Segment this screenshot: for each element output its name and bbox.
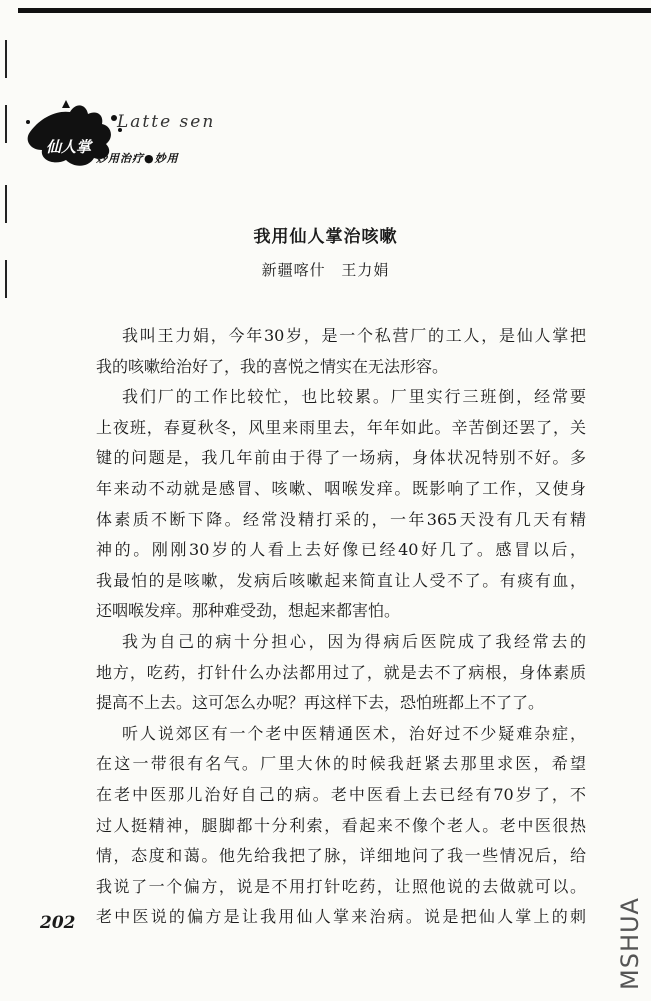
- text-line: 情，态度和蔼。他先给我把了脉，详细地问了我一些情况后，给: [96, 846, 586, 866]
- text-line: 老中医说的偏方是让我用仙人掌来治病。说是把仙人掌上的刺: [96, 907, 586, 927]
- text-line: 还咽喉发痒。那种难受劲，想起来都害怕。: [96, 601, 401, 621]
- watermark-text: MSHUA: [616, 897, 644, 990]
- text-line: 神的。刚刚30岁的人看上去好像已经40好几了。感冒以后，: [96, 540, 586, 560]
- text-line: 我说了一个偏方，说是不用打针吃药，让照他说的去做就可以。: [96, 876, 586, 896]
- article-byline: 新疆喀什 王力娟: [261, 261, 390, 279]
- article-title: 我用仙人掌治咳嗽: [253, 227, 398, 247]
- watermark: [606, 882, 650, 992]
- text-line: 听人说郊区有一个老中医精通医术，治好过不少疑难杂症，: [122, 723, 586, 743]
- text-line: 上夜班，春夏秋冬，风里来雨里去，年年如此。辛苦倒还罢了，关: [96, 417, 586, 437]
- text-line: 键的问题是，我几年前由于得了一场病，身体状况特别不好。多: [96, 448, 586, 468]
- text-line: 体素质不断下降。经常没精打采的，一年365天没有几天有精: [96, 509, 586, 529]
- logo-subtitle: 妙用治疗●妙用: [96, 152, 179, 165]
- logo-title: 仙人掌: [46, 138, 92, 156]
- text-line: 过人挺精神，腿脚都十分利索，看起来不像个老人。老中医很热: [96, 815, 586, 835]
- text-line: 在老中医那儿治好自己的病。老中医看上去已经有70岁了，不: [96, 785, 586, 804]
- text-line: 我最怕的是咳嗽，发病后咳嗽起来简直让人受不了。有痰有血，: [96, 570, 586, 590]
- text-line: 我叫王力娟，今年30岁，是一个私营厂的工人，是仙人掌把: [122, 326, 586, 345]
- text-line: 我为自己的病十分担心，因为得病后医院成了我经常去的: [122, 632, 586, 651]
- text-line: 我的咳嗽给治好了，我的喜悦之情实在无法形容。: [96, 356, 449, 376]
- text-line: 在这一带很有名气。厂里大休的时候我赶紧去那里求医，希望: [96, 754, 586, 774]
- text-line: 我们厂的工作比较忙，也比较累。厂里实行三班倒，经常要: [122, 387, 586, 407]
- logo-script: Latte sen: [117, 112, 216, 132]
- text-line: 年来动不动就是感冒、咳嗽、咽喉发痒。既影响了工作，又使身: [96, 479, 586, 498]
- text-line: 提高不上去。这可怎么办呢？再这样下去，恐怕班都上不了了。: [96, 693, 545, 713]
- page-number: 202: [40, 913, 76, 933]
- text-line: 地方，吃药，打针什么办法都用过了，就是去不了病根，身体素质: [96, 662, 586, 682]
